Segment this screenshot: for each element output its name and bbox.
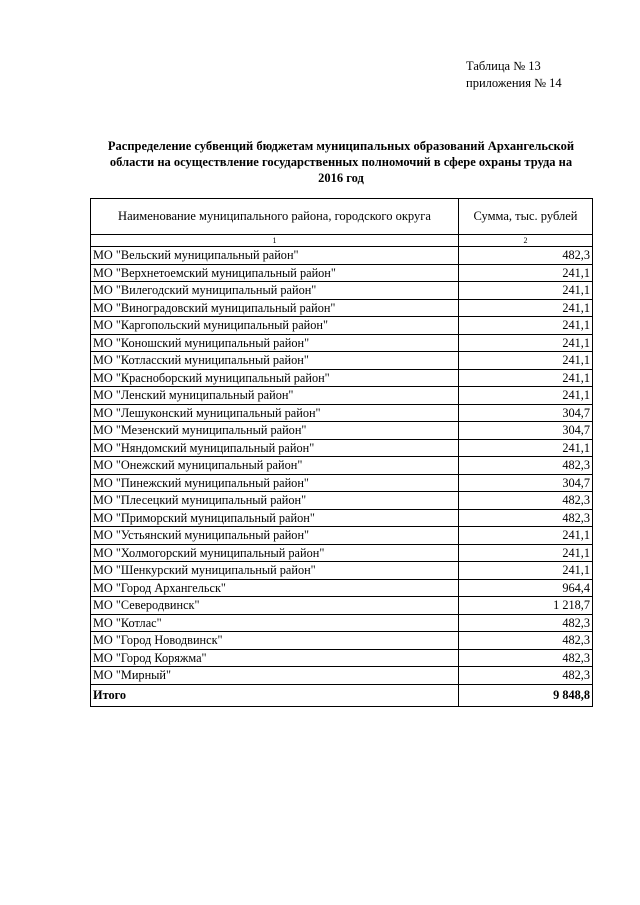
- subvention-amount: 482,3: [459, 457, 593, 475]
- table-body: [91, 247, 593, 685]
- subvention-amount: 241,1: [459, 387, 593, 405]
- municipality-name: МО "Коношский муниципальный район": [91, 334, 459, 352]
- title-line-2: области на осуществление государственных полномочий в сфере охраны труда на: [109, 155, 573, 169]
- column-header-name: Наименование муниципального района, городского округа: [91, 199, 459, 235]
- table-row: [91, 352, 593, 370]
- table-row: [91, 404, 593, 422]
- table-row: [91, 422, 593, 440]
- municipality-name: МО "Няндомский муниципальный район": [91, 439, 459, 457]
- subvention-amount: 482,3: [459, 667, 593, 685]
- table-row: [91, 264, 593, 282]
- subvention-amount: 241,1: [459, 544, 593, 562]
- table-row: [91, 492, 593, 510]
- table-row: [91, 579, 593, 597]
- subvention-amount: 241,1: [459, 439, 593, 457]
- table-row: [91, 247, 593, 265]
- table-number: Таблица № 13: [466, 59, 541, 73]
- title-line-3: 2016 год: [318, 171, 364, 185]
- municipality-name: МО "Онежский муниципальный район": [91, 457, 459, 475]
- table-row: [91, 509, 593, 527]
- subvention-amount: 304,7: [459, 422, 593, 440]
- subvention-amount: 304,7: [459, 474, 593, 492]
- table-row: [91, 369, 593, 387]
- municipality-name: МО "Котлас": [91, 614, 459, 632]
- table-row: [91, 457, 593, 475]
- municipality-name: МО "Город Коряжма": [91, 649, 459, 667]
- table-row: [91, 282, 593, 300]
- municipality-name: МО "Город Архангельск": [91, 579, 459, 597]
- table-row: [91, 667, 593, 685]
- municipality-name: МО "Красноборский муниципальный район": [91, 369, 459, 387]
- subvention-amount: 241,1: [459, 282, 593, 300]
- table-row: [91, 597, 593, 615]
- table-row: [91, 527, 593, 545]
- subvention-amount: 482,3: [459, 492, 593, 510]
- column-number-sum: 2: [459, 235, 593, 247]
- table-reference: [466, 58, 562, 92]
- municipality-name: МО "Плесецкий муниципальный район": [91, 492, 459, 510]
- column-number-name: 1: [91, 235, 459, 247]
- table-row: [91, 334, 593, 352]
- municipality-name: МО "Каргопольский муниципальный район": [91, 317, 459, 335]
- subvention-amount: 241,1: [459, 562, 593, 580]
- table-row: [91, 474, 593, 492]
- subvention-amount: 964,4: [459, 579, 593, 597]
- municipality-name: МО "Северодвинск": [91, 597, 459, 615]
- municipality-name: МО "Город Новодвинск": [91, 632, 459, 650]
- subvention-amount: 482,3: [459, 632, 593, 650]
- subvention-amount: 241,1: [459, 317, 593, 335]
- municipality-name: МО "Мирный": [91, 667, 459, 685]
- municipality-name: МО "Устьянский муниципальный район": [91, 527, 459, 545]
- municipality-name: МО "Вельский муниципальный район": [91, 247, 459, 265]
- municipality-name: МО "Мезенский муниципальный район": [91, 422, 459, 440]
- table-row: [91, 544, 593, 562]
- appendix-number: приложения № 14: [466, 76, 562, 90]
- subvention-amount: 241,1: [459, 299, 593, 317]
- table-row: [91, 387, 593, 405]
- municipality-name: МО "Шенкурский муниципальный район": [91, 562, 459, 580]
- subvention-amount: 482,3: [459, 247, 593, 265]
- table-row: [91, 649, 593, 667]
- subvention-amount: 241,1: [459, 334, 593, 352]
- subvention-table: [90, 198, 593, 707]
- column-header-sum: Сумма, тыс. рублей: [459, 199, 593, 235]
- document-title: [90, 138, 592, 186]
- subvention-amount: 482,3: [459, 509, 593, 527]
- municipality-name: МО "Ленский муниципальный район": [91, 387, 459, 405]
- subvention-amount: 304,7: [459, 404, 593, 422]
- total-row: [91, 684, 593, 706]
- municipality-name: МО "Верхнетоемский муниципальный район": [91, 264, 459, 282]
- table-row: [91, 632, 593, 650]
- municipality-name: МО "Котласский муниципальный район": [91, 352, 459, 370]
- table-row: [91, 614, 593, 632]
- municipality-name: МО "Лешуконский муниципальный район": [91, 404, 459, 422]
- municipality-name: МО "Вилегодский муниципальный район": [91, 282, 459, 300]
- subvention-amount: 241,1: [459, 352, 593, 370]
- title-line-1: Распределение субвенций бюджетам муниципальных образований Архангельской: [107, 139, 575, 153]
- subvention-amount: 241,1: [459, 527, 593, 545]
- municipality-name: МО "Пинежский муниципальный район": [91, 474, 459, 492]
- subvention-amount: 482,3: [459, 614, 593, 632]
- subvention-amount: 241,1: [459, 264, 593, 282]
- municipality-name: МО "Виноградовский муниципальный район": [91, 299, 459, 317]
- subvention-amount: 1 218,7: [459, 597, 593, 615]
- table-row: [91, 317, 593, 335]
- subvention-amount: 482,3: [459, 649, 593, 667]
- municipality-name: МО "Холмогорский муниципальный район": [91, 544, 459, 562]
- table-row: [91, 562, 593, 580]
- table-row: [91, 439, 593, 457]
- municipality-name: МО "Приморский муниципальный район": [91, 509, 459, 527]
- total-label: Итого: [91, 684, 459, 706]
- table-row: [91, 299, 593, 317]
- subvention-amount: 241,1: [459, 369, 593, 387]
- total-sum: 9 848,8: [459, 684, 593, 706]
